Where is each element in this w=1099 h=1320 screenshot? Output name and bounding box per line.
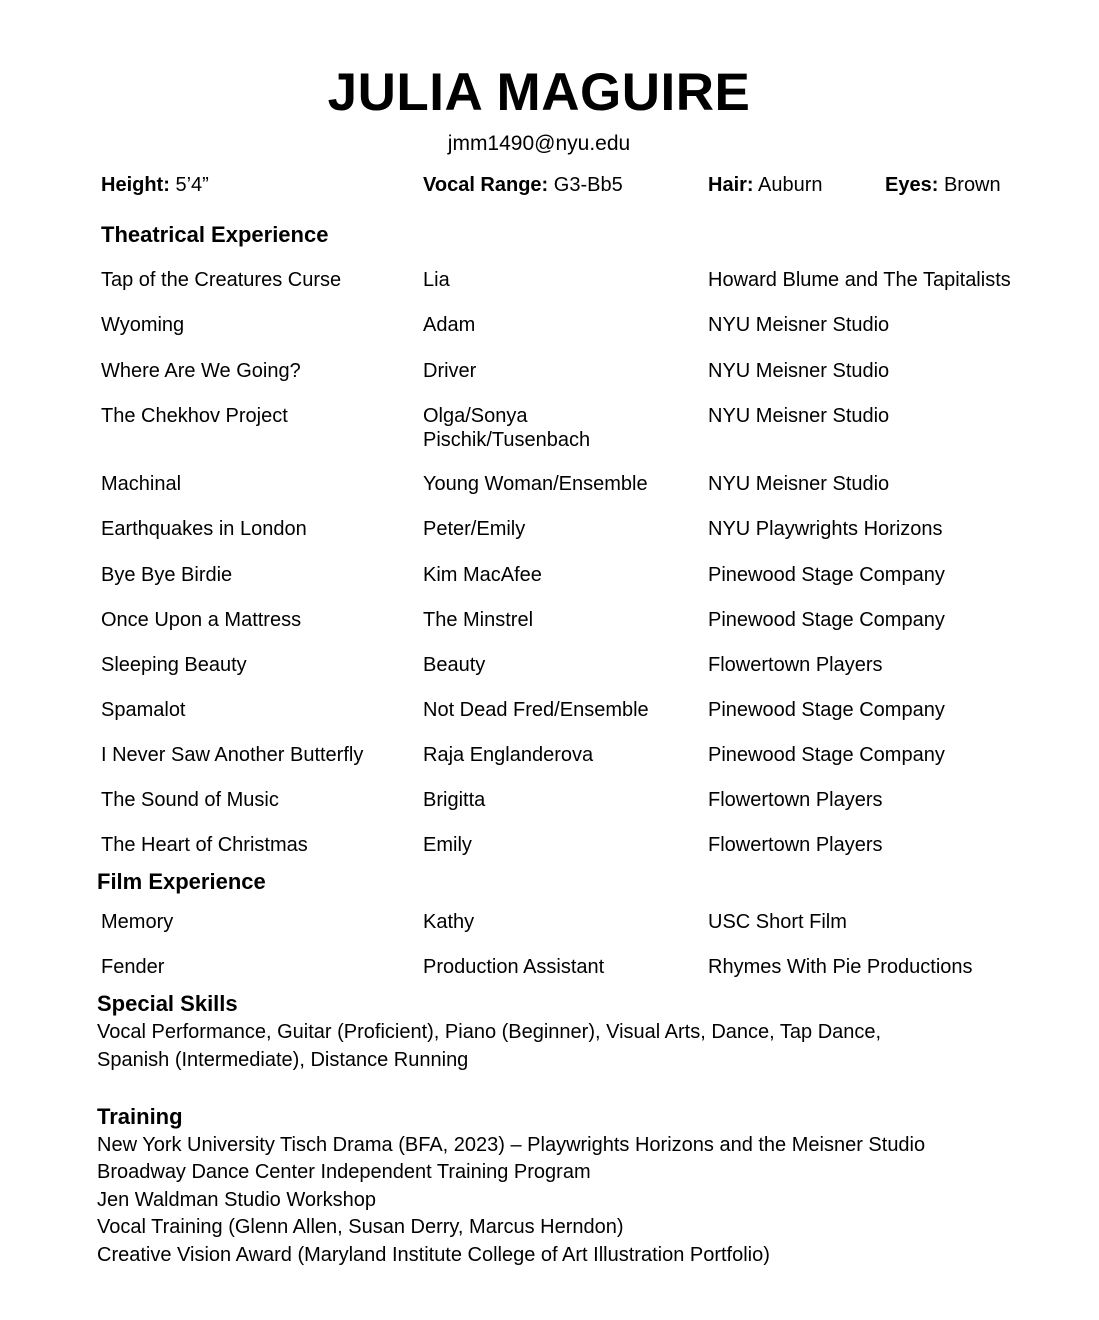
theatre-credit-row bbox=[0, 563, 1099, 593]
company-name: Pinewood Stage Company bbox=[708, 744, 945, 766]
theatre-credit-row bbox=[0, 788, 1099, 818]
role-name: Olga/Sonya bbox=[423, 405, 528, 427]
vocal-range-value: G3-Bb5 bbox=[553, 174, 623, 196]
email-address: jmm1490@nyu.edu bbox=[447, 132, 631, 155]
training-item: Broadway Dance Center Independent Training Program bbox=[97, 1161, 591, 1183]
theatre-credit-row bbox=[0, 833, 1099, 863]
special-skills-heading: Special Skills bbox=[97, 991, 238, 1016]
role-name: Driver bbox=[423, 360, 477, 382]
film-credit-row bbox=[0, 955, 1099, 985]
film-title: Fender bbox=[101, 956, 165, 978]
role-name: Beauty bbox=[423, 654, 486, 676]
role-name: Kathy bbox=[423, 911, 475, 933]
company-name: NYU Meisner Studio bbox=[708, 360, 890, 382]
production-title: Machinal bbox=[101, 473, 182, 495]
production-title: Spamalot bbox=[101, 699, 186, 721]
eyes-stat bbox=[885, 174, 1001, 197]
theatre-credit-row bbox=[0, 359, 1099, 389]
production-title: Tap of the Creatures Curse bbox=[101, 269, 342, 291]
production-title: The Chekhov Project bbox=[101, 405, 288, 427]
hair-value: Auburn bbox=[758, 174, 823, 196]
role-name: Emily bbox=[423, 834, 472, 856]
company-name: Rhymes With Pie Productions bbox=[708, 956, 973, 978]
role-name: Adam bbox=[423, 314, 476, 336]
training-heading: Training bbox=[97, 1104, 183, 1129]
training-item: New York University Tisch Drama (BFA, 2023) – Playwrights Horizons and the Meisner Studio bbox=[97, 1134, 926, 1156]
theatre-credit-row bbox=[0, 268, 1099, 298]
company-name: USC Short Film bbox=[708, 911, 847, 933]
role-name: Lia bbox=[423, 269, 450, 291]
production-title: The Heart of Christmas bbox=[101, 834, 308, 856]
production-title: Wyoming bbox=[101, 314, 185, 336]
company-name: NYU Meisner Studio bbox=[708, 314, 890, 336]
vocal-range-label: Vocal Range: bbox=[423, 174, 549, 196]
company-name: Pinewood Stage Company bbox=[708, 564, 945, 586]
hair-stat bbox=[708, 174, 823, 197]
theatre-credit-row bbox=[0, 404, 1099, 458]
film-title: Memory bbox=[101, 911, 174, 933]
hair-label: Hair: bbox=[708, 174, 754, 196]
theatre-credit-row bbox=[0, 743, 1099, 773]
role-name: Kim MacAfee bbox=[423, 564, 542, 586]
company-name: Flowertown Players bbox=[708, 834, 883, 856]
height-label: Height: bbox=[101, 174, 170, 196]
training-item: Vocal Training (Glenn Allen, Susan Derry, Marcus Herndon) bbox=[97, 1216, 624, 1238]
eyes-value: Brown bbox=[943, 174, 1001, 196]
role-name: Brigitta bbox=[423, 789, 486, 811]
company-name: Flowertown Players bbox=[708, 789, 883, 811]
role-name: Peter/Emily bbox=[423, 518, 526, 540]
theatre-credit-row bbox=[0, 698, 1099, 728]
film-credit-row bbox=[0, 910, 1099, 940]
skills-line: Vocal Performance, Guitar (Proficient), Piano (Beginner), Visual Arts, Dance, Tap Dance, bbox=[97, 1021, 882, 1043]
theatrical-experience-heading: Theatrical Experience bbox=[101, 222, 329, 247]
role-name: Young Woman/Ensemble bbox=[423, 473, 648, 495]
theatre-credit-row bbox=[0, 517, 1099, 547]
company-name: Flowertown Players bbox=[708, 654, 883, 676]
production-title: The Sound of Music bbox=[101, 789, 279, 811]
company-name: Pinewood Stage Company bbox=[708, 609, 945, 631]
theatre-credit-row bbox=[0, 313, 1099, 343]
production-title: Bye Bye Birdie bbox=[101, 564, 233, 586]
height-value: 5’4” bbox=[175, 174, 209, 196]
production-title: Earthquakes in London bbox=[101, 518, 307, 540]
company-name: NYU Playwrights Horizons bbox=[708, 518, 943, 540]
company-name: Howard Blume and The Tapitalists bbox=[708, 269, 1011, 291]
training-item: Creative Vision Award (Maryland Institute College of Art Illustration Portfolio) bbox=[97, 1244, 770, 1266]
role-name: Not Dead Fred/Ensemble bbox=[423, 699, 649, 721]
eyes-label: Eyes: bbox=[885, 174, 939, 196]
company-name: NYU Meisner Studio bbox=[708, 473, 890, 495]
role-name-continued: Pischik/Tusenbach bbox=[423, 429, 591, 451]
training-item: Jen Waldman Studio Workshop bbox=[97, 1189, 377, 1211]
production-title: Where Are We Going? bbox=[101, 360, 301, 382]
production-title: I Never Saw Another Butterfly bbox=[101, 744, 364, 766]
role-name: Raja Englanderova bbox=[423, 744, 594, 766]
vocal-range-stat bbox=[423, 174, 623, 197]
skills-line: Spanish (Intermediate), Distance Running bbox=[97, 1049, 469, 1071]
resume-name: JULIA MAGUIRE bbox=[327, 63, 751, 122]
role-name: Production Assistant bbox=[423, 956, 605, 978]
height-stat bbox=[101, 174, 209, 197]
theatre-credit-row bbox=[0, 608, 1099, 638]
role-name: The Minstrel bbox=[423, 609, 534, 631]
production-title: Once Upon a Mattress bbox=[101, 609, 302, 631]
film-experience-heading: Film Experience bbox=[97, 869, 266, 894]
production-title: Sleeping Beauty bbox=[101, 654, 247, 676]
theatre-credit-row bbox=[0, 653, 1099, 683]
theatre-credit-row bbox=[0, 472, 1099, 502]
company-name: Pinewood Stage Company bbox=[708, 699, 945, 721]
company-name: NYU Meisner Studio bbox=[708, 405, 890, 427]
